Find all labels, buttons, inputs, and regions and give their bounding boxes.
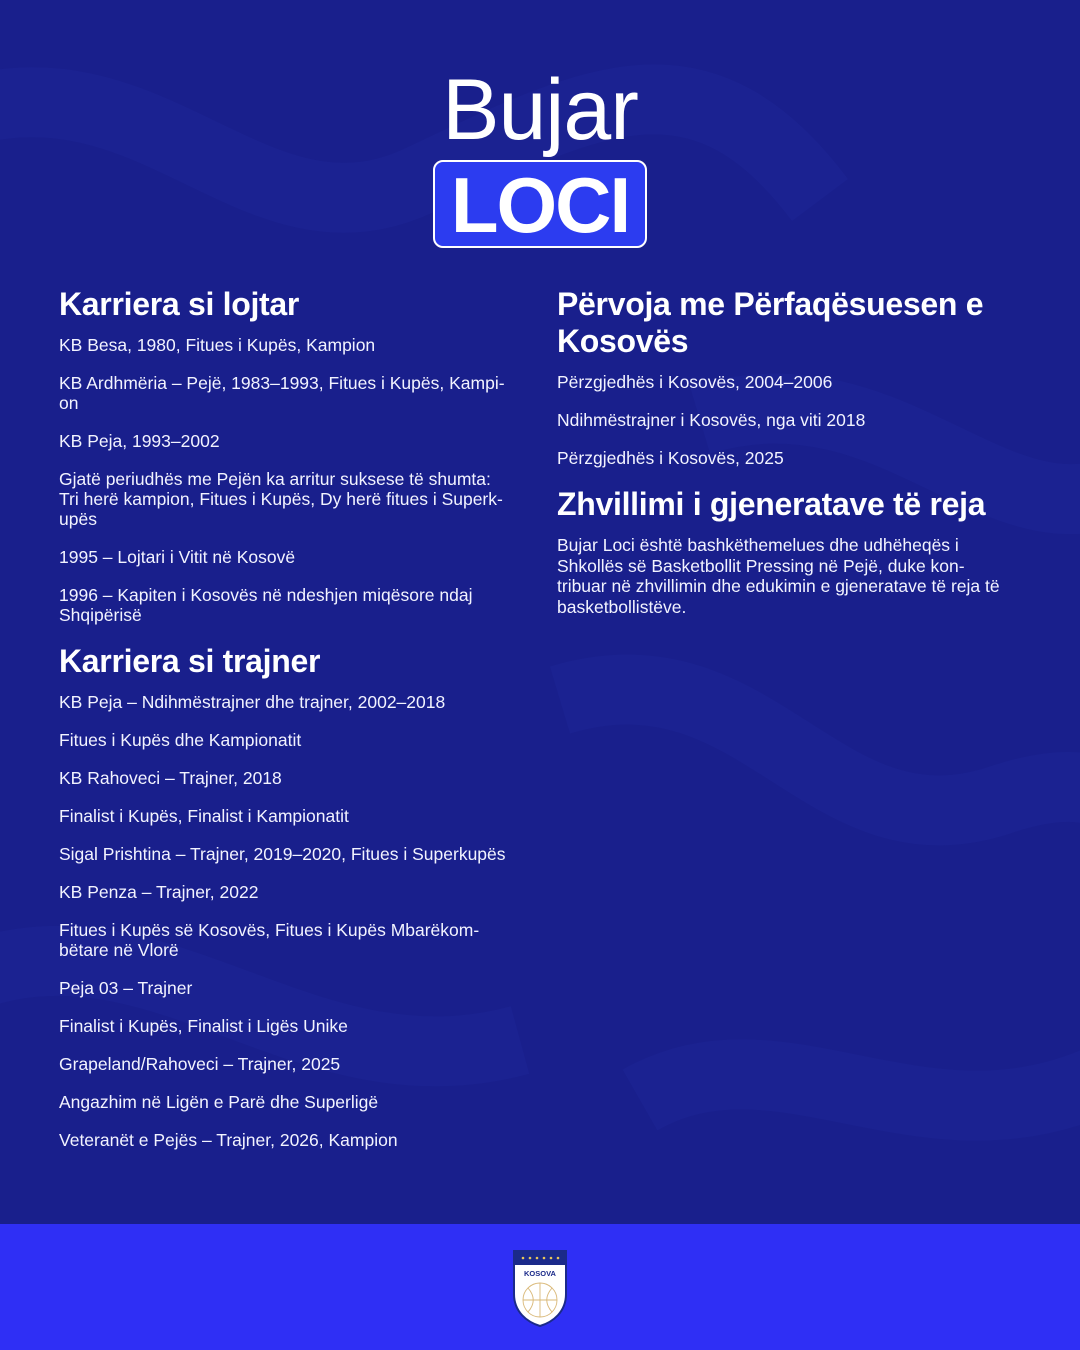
youth-text: Bujar Loci është bashkëthemelues dhe udhëheqës i Shkollës së Basketbollit Pressing në Pejë, duke kon- tribuar në zhvillimin dhe edukimin e gjeneratave të reja të basketbollistëve. xyxy=(557,535,1000,617)
coach-career-item: Finalist i Kupës, Finalist i Ligës Unike xyxy=(59,1016,348,1036)
coach-career-item: KB Rahoveci – Trajner, 2018 xyxy=(59,768,282,788)
coach-career-item: Angazhim në Ligën e Parë dhe Superligë xyxy=(59,1092,379,1112)
coach-career-item: Grapeland/Rahoveci – Trajner, 2025 xyxy=(59,1054,341,1074)
player-career-section xyxy=(59,286,529,625)
player-career-item: KB Peja, 1993–2002 xyxy=(59,431,220,451)
coach-career-item: KB Peja – Ndihmëstrajner dhe trajner, 2002–2018 xyxy=(59,692,446,712)
national-team-item: Përzgjedhës i Kosovës, 2025 xyxy=(557,448,784,468)
page-header xyxy=(0,62,1080,248)
national-team-item: Ndihmëstrajner i Kosovës, nga viti 2018 xyxy=(557,410,866,430)
coach-career-item: Fitues i Kupës së Kosovës, Fitues i Kupës Mbarëkom- bëtare në Vlorë xyxy=(59,920,480,960)
coach-career-item: Fitues i Kupës dhe Kampionatit xyxy=(59,730,302,750)
national-team-list xyxy=(557,372,1032,468)
first-name: Bujar xyxy=(442,62,638,158)
logo-text: KOSOVA xyxy=(524,1269,556,1278)
national-team-item: Përzgjedhës i Kosovës, 2004–2006 xyxy=(557,372,833,392)
coach-career-section xyxy=(59,643,529,1150)
footer-bar xyxy=(0,1224,1080,1350)
coach-career-item: Peja 03 – Trajner xyxy=(59,978,193,998)
right-column xyxy=(557,286,1032,627)
player-career-list xyxy=(59,335,529,625)
youth-section xyxy=(557,486,1032,617)
kosova-basketball-shield-icon xyxy=(511,1248,569,1328)
coach-career-item: Veteranët e Pejës – Trajner, 2026, Kampion xyxy=(59,1130,398,1150)
coach-career-item: Sigal Prishtina – Trajner, 2019–2020, Fitues i Superkupës xyxy=(59,844,506,864)
player-career-item: KB Ardhmëria – Pejë, 1983–1993, Fitues i Kupës, Kampi- on xyxy=(59,373,505,413)
left-column xyxy=(59,286,529,1168)
national-team-section xyxy=(557,286,1032,468)
player-career-item: 1996 – Kapiten i Kosovës në ndeshjen miqësore ndaj Shqipërisë xyxy=(59,585,473,625)
national-team-title: Përvoja me Përfaqësuesen e Kosovës xyxy=(557,286,984,359)
last-name-badge: LOCI xyxy=(433,160,647,248)
player-career-title: Karriera si lojtar xyxy=(59,286,300,322)
coach-career-item: Finalist i Kupës, Finalist i Kampionatit xyxy=(59,806,349,826)
player-career-item: KB Besa, 1980, Fitues i Kupës, Kampion xyxy=(59,335,376,355)
youth-title: Zhvillimi i gjeneratave të reja xyxy=(557,486,986,522)
coach-career-item: KB Penza – Trajner, 2022 xyxy=(59,882,259,902)
coach-career-list xyxy=(59,692,529,1150)
coach-career-title: Karriera si trajner xyxy=(59,643,321,679)
player-career-item: 1995 – Lojtari i Vitit në Kosovë xyxy=(59,547,296,567)
player-career-item: Gjatë periudhës me Pejën ka arritur suksese të shumta: Tri herë kampion, Fitues i Kupës, Dy herë fitues i Superk- upës xyxy=(59,469,503,529)
